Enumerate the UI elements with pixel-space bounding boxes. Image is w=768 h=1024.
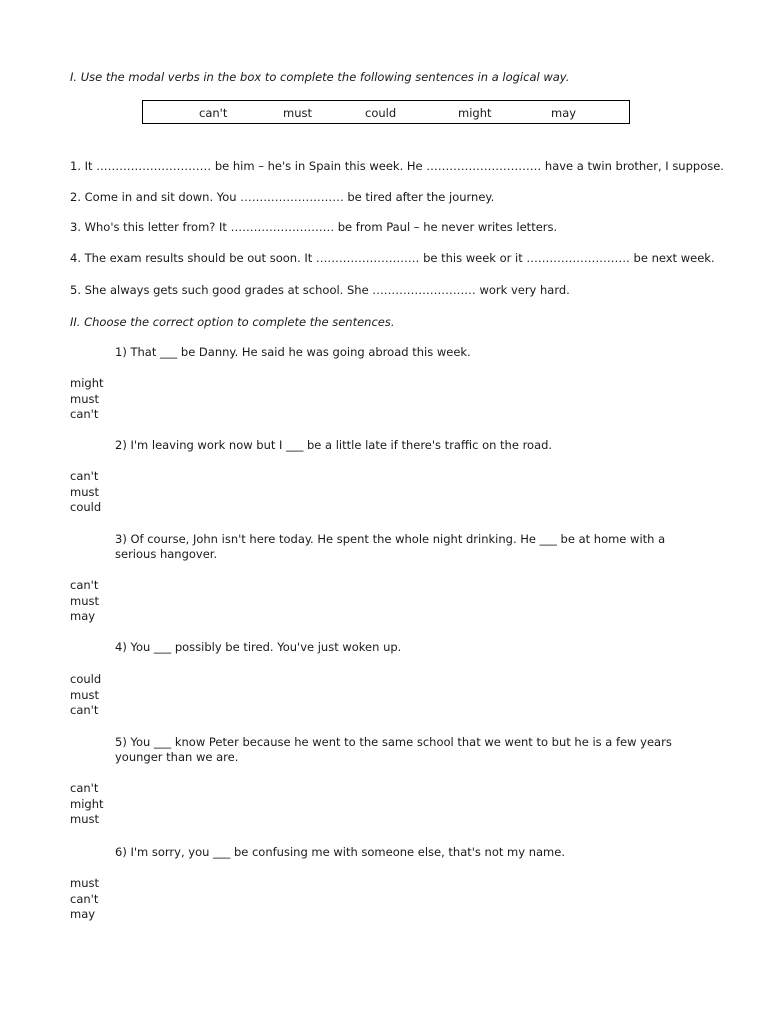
- option-item[interactable]: must: [70, 812, 99, 826]
- option-item[interactable]: may: [70, 907, 96, 921]
- question-text: 3) Of course, John isn't here today. He spent the whole night drinking. He ___ be at home with a serious hangover.: [115, 532, 666, 561]
- option-item[interactable]: could: [70, 672, 102, 686]
- question-text: 4) You ___ possibly be tired. You've just woken up.: [115, 640, 402, 654]
- word-box-item: may: [551, 106, 577, 120]
- option-item[interactable]: may: [70, 609, 96, 623]
- option-item[interactable]: could: [70, 500, 102, 514]
- exercise-1-sentence: 2. Come in and sit down. You ……………………… be tired after the journey.: [70, 190, 495, 204]
- option-item[interactable]: can't: [70, 891, 99, 906]
- exercise-1-sentence: 4. The exam results should be out soon. It ……………………… be this week or it ……………………… be next week.: [70, 251, 715, 265]
- answer-options: [70, 376, 104, 423]
- question-text: 1) That ___ be Danny. He said he was going abroad this week.: [115, 345, 471, 359]
- option-item[interactable]: must: [70, 484, 99, 499]
- option-item[interactable]: must: [70, 876, 99, 890]
- exercise-1-sentence: 1. It ………………………… be him – he's in Spain this week. He ………………………… have a twin brother, I suppose.: [70, 159, 724, 173]
- modal-verbs-box: [142, 100, 630, 124]
- word-box-item: might: [458, 106, 492, 120]
- option-item[interactable]: can't: [70, 469, 99, 483]
- exercise-1-sentence: 3. Who's this letter from? It ……………………… be from Paul – he never writes letters.: [70, 220, 558, 234]
- question-text: 2) I'm leaving work now but I ___ be a little late if there's traffic on the road.: [115, 438, 553, 452]
- answer-options: [70, 578, 99, 625]
- exercise-1-sentence: 5. She always gets such good grades at school. She ……………………… work very hard.: [70, 283, 570, 297]
- question-text: 5) You ___ know Peter because he went to the same school that we went to but he is a few years younger than we are.: [115, 735, 672, 764]
- option-item[interactable]: can't: [70, 407, 99, 421]
- option-item[interactable]: must: [70, 687, 99, 702]
- option-item[interactable]: must: [70, 593, 99, 608]
- answer-options: [70, 469, 101, 516]
- question-text: 6) I'm sorry, you ___ be confusing me with someone else, that's not my name.: [115, 845, 565, 859]
- option-item[interactable]: might: [70, 376, 104, 390]
- option-item[interactable]: can't: [70, 703, 99, 717]
- word-box-item: must: [283, 106, 312, 120]
- option-item[interactable]: can't: [70, 781, 99, 795]
- section-2-instructions: II. Choose the correct option to complete the sentences.: [70, 315, 395, 329]
- option-item[interactable]: might: [70, 796, 104, 811]
- section-1-instructions: I. Use the modal verbs in the box to complete the following sentences in a logical way.: [70, 70, 570, 84]
- answer-options: [70, 781, 104, 828]
- answer-options: [70, 672, 101, 719]
- option-item[interactable]: must: [70, 391, 99, 406]
- answer-options: [70, 876, 99, 923]
- word-box-item: could: [365, 106, 397, 120]
- word-box-item: can't: [199, 106, 228, 120]
- option-item[interactable]: can't: [70, 578, 99, 592]
